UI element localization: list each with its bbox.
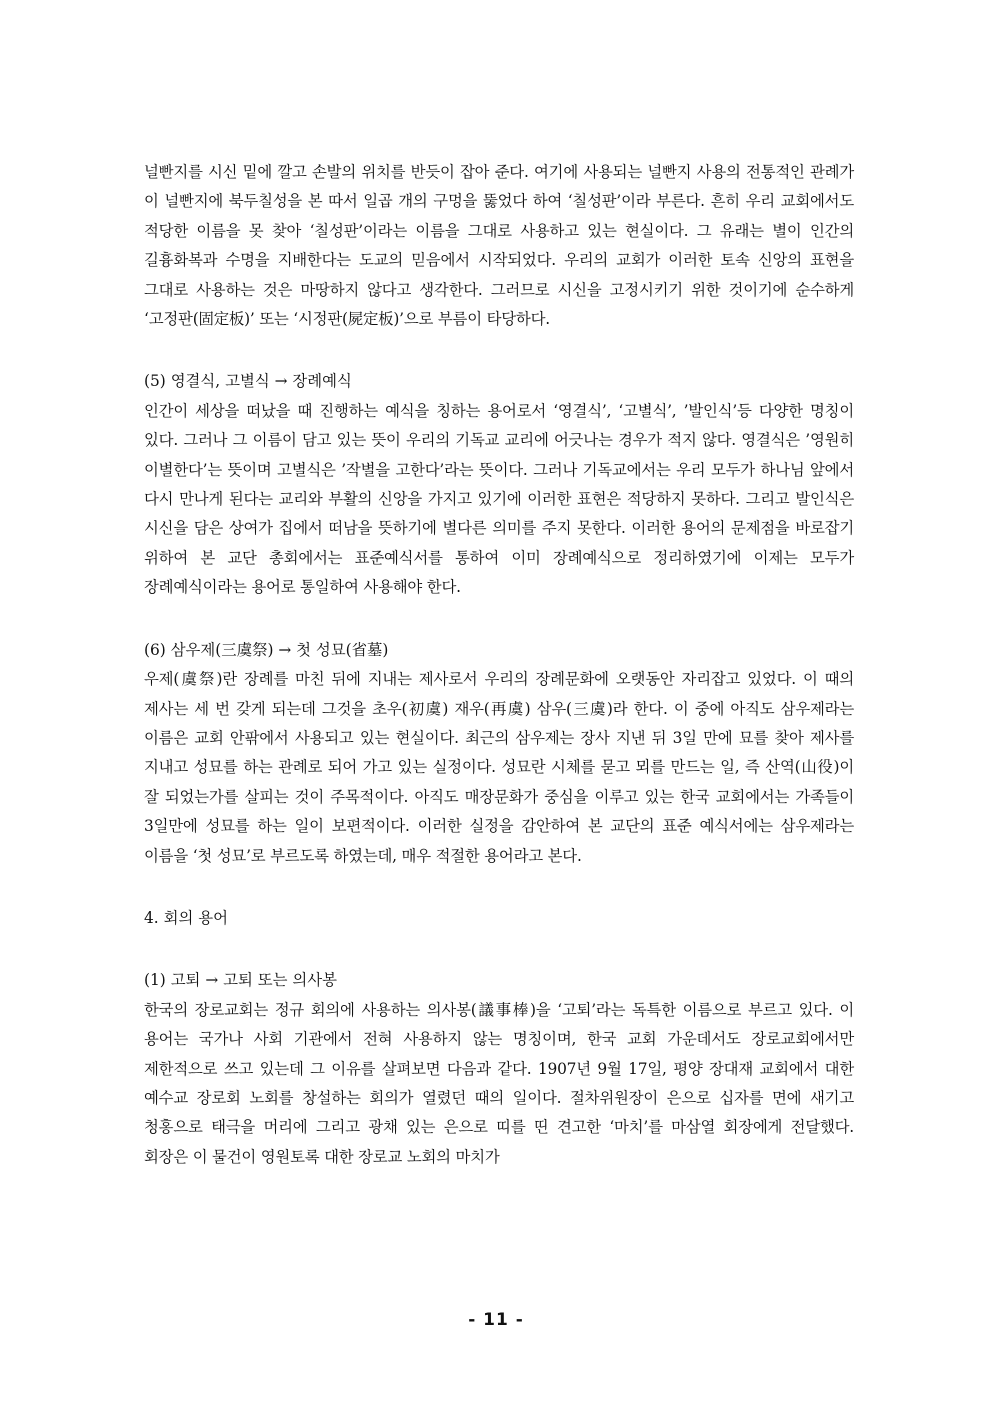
section-6-heading: (6) 삼우제(三虞祭) → 첫 성묘(省墓)	[144, 640, 389, 659]
spacer	[144, 871, 854, 904]
chapter-4-heading: 4. 회의 용어	[144, 908, 228, 927]
section-4-1-heading: (1) 고퇴 → 고퇴 또는 의사봉	[144, 971, 337, 990]
section-4-1-body: 한국의 장로교회는 정규 회의에 사용하는 의사봉(議事棒)을 ‘고퇴’라는 독특한 이름으로 부르고 있다. 이 용어는 국가나 사회 기관에서 전혀 사용하지 않는 명칭이며, 한국 교회 가운데서도 장로교회에서만 제한적으로 쓰고 있는데 그 이유를 살펴보면 다음과 같다. 1907년 9월 17일, 평양 장대재 교회에서 대한 예수교 장로회 노회를 창설하는 회의가 열렸던 때의 일이다. 절차위원장이 은으로 십자를 면에 새기고 청홍으로 태극을 머리에 그리고 광채 있는 은으로 띠를 띤 견고한 ‘마치’를 마삼열 회장에게 전달했다. 회장은 이 물건이 영원토록 대한 장로교 노회의 마치가	[144, 1000, 854, 1166]
spacer	[144, 603, 854, 636]
section-5-heading: (5) 영결식, 고별식 → 장례예식	[144, 372, 352, 391]
section-5-body: 인간이 세상을 떠났을 때 진행하는 예식을 칭하는 용어로서 ‘영결식’, ‘고별식’, ’발인식’등 다양한 명칭이 있다. 그러나 그 이름이 담고 있는 뜻이 우리의 기독교 교리에 어긋나는 경우가 적지 않다. 영결식은 ’영원히 이별한다’는 뜻이며 고별식은 ’작별을 고한다’라는 뜻이다. 그러나 기독교에서는 우리 모두가 하나님 앞에서 다시 만나게 된다는 교리와 부활의 신앙을 가지고 있기에 이러한 표현은 적당하지 못하다. 그리고 발인식은 시신을 담은 상여가 집에서 떠남을 뜻하기에 별다른 의미를 주지 못한다. 이러한 용어의 문제점을 바로잡기 위하여 본 교단 총회에서는 표준예식서를 통하여 이미 장례예식으로 정리하였기에 이제는 모두가 장례예식이라는 용어로 통일하여 사용해야 한다.	[144, 401, 854, 597]
page-number: - 11 -	[468, 1310, 524, 1330]
document-body	[144, 158, 854, 1172]
spacer	[144, 334, 854, 367]
spacer	[144, 933, 854, 966]
section-6-body: 우제(虞祭)란 장례를 마친 뒤에 지내는 제사로서 우리의 장례문화에 오랫동안 자리잡고 있었다. 이 때의 제사는 세 번 갖게 되는데 그것을 초우(初虞) 재우(再虞) 삼우(三虞)라 한다. 이 중에 아직도 삼우제라는 이름은 교회 안팎에서 사용되고 있는 현실이다. 최근의 삼우제는 장사 지낸 뒤 3일 만에 묘를 찾아 제사를 지내고 성묘를 하는 관례로 되어 가고 있는 실정이다. 성묘란 시체를 묻고 뫼를 만드는 일, 즉 산역(山役)이 잘 되었는가를 살피는 것이 주목적이다. 아직도 매장문화가 중심을 이루고 있는 한국 교회에서는 가족들이 3일만에 성묘를 하는 일이 보편적이다. 이러한 실정을 감안하여 본 교단의 표준 예식서에는 삼우제라는 이름을 ‘첫 성묘’로 부르도록 하였는데, 매우 적절한 용어라고 본다.	[144, 670, 854, 865]
intro-paragraph: 널빤지를 시신 밑에 깔고 손발의 위치를 반듯이 잡아 준다. 여기에 사용되는 널빤지 사용의 전통적인 관례가 이 널빤지에 북두칠성을 본 따서 일곱 개의 구멍을 뚫었다 하여 ‘칠성판’이라 부른다. 흔히 우리 교회에서도 적당한 이름을 못 찾아 ‘칠성판’이라는 이름을 그대로 사용하고 있는 현실이다. 그 유래는 별이 인간의 길흉화복과 수명을 지배한다는 도교의 믿음에서 시작되었다. 우리의 교회가 이러한 토속 신앙의 표현을 그대로 사용하는 것은 마땅하지 않다고 생각한다. 그러므로 시신을 고정시키기 위한 것이기에 순수하게 ‘고정판(固定板)’ 또는 ‘시정판(屍定板)’으로 부름이 타당하다.	[144, 163, 854, 329]
